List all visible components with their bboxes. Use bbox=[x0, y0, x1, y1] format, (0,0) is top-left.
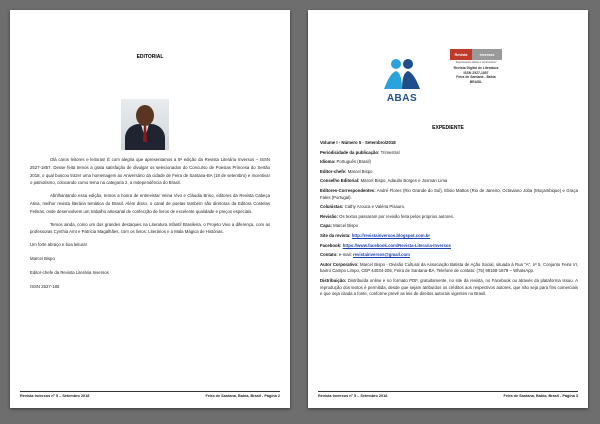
editorial-paragraph: Abrilhantando essa edição, temos a honra de entrevistar Veina Vivo e Cláudia Brino, editores da Revista Cabeça Ativa, melhor revista literária temática do Brasil. Além disso, o canal de poetas também são diretoras da Editora Costelas Felinas, onde desenvolvem um trabalho artesanal de confecção de livros de excelente qualidade e preços especiais. bbox=[30, 193, 270, 214]
facebook-link[interactable]: https://www.facebook.com/Revista-Literaria-Inversos bbox=[342, 242, 451, 248]
email-link[interactable]: revistainversos@gmail.com bbox=[352, 252, 410, 258]
logo-subtitle-line: ISSN 2527-1857 bbox=[463, 70, 489, 75]
site-link[interactable]: http://revistainversos.blogspot.com.br bbox=[351, 232, 431, 238]
logo-word-revista: Revista bbox=[450, 49, 472, 60]
site-line: Site da revista: http://revistainversos.blogspot.com.br bbox=[320, 232, 431, 238]
page-2 bbox=[10, 10, 290, 408]
contact-line: Contato: e-mail: revistainversos@gmail.com bbox=[320, 252, 410, 258]
facebook-line: Facebook: https://www.facebook.com/Revista-Literaria-Inversos bbox=[320, 242, 451, 248]
editorial-body bbox=[30, 156, 270, 296]
periodicity-line: Periodicidade da publicação: Trimestral bbox=[320, 149, 400, 155]
logo-subtitle bbox=[450, 66, 502, 84]
editorial-title: EDITORIAL bbox=[136, 54, 164, 60]
language-line: Idioma: Português (Brasil) bbox=[320, 159, 371, 165]
editor-photo bbox=[121, 99, 169, 150]
abas-label: ABAS bbox=[386, 93, 418, 104]
editor-line: Editor-chefe: Marcel Bispo bbox=[320, 168, 373, 174]
logo-tagline: "Expressando ideias e sentimentos" bbox=[455, 61, 497, 64]
logo-subtitle-line: Feira de Santana - Bahia bbox=[456, 75, 496, 80]
cover-line: Capa: Marcel Bispo bbox=[320, 223, 358, 229]
correspondents-line: Editores-Correspondentes: André Flores (Rio Grande do Sul), Elisio Mattos (Rio de Janeiro, Octaviano Joba (Moçambique) e Graça Fales (Portugal). bbox=[320, 187, 578, 200]
expediente-title: EXPEDIENTE bbox=[432, 125, 464, 131]
revista-inversos-logo bbox=[450, 49, 502, 84]
logo-subtitle-line: Revista Digital de Literatura bbox=[453, 66, 499, 70]
editorial-closing: Um forte abraço e boa leitura! bbox=[30, 242, 87, 248]
page-3 bbox=[308, 10, 588, 408]
page-footer bbox=[20, 391, 280, 398]
footer-right: Feira de Santana, Bahia, Brasil - Página 2 bbox=[205, 394, 280, 398]
editorial-paragraph: Temos ainda, como um dos grandes destaques na Literatura Infantil Brasileira, o Projeto Vivo a diferença, com as professoras Cynthia Amt e Patrícia Magalhães, com os livros: Literários e a Mala Mágica de Histórias. bbox=[30, 221, 270, 235]
issn-text: ISSN 2527-185 bbox=[30, 283, 60, 289]
page-footer bbox=[318, 391, 578, 398]
distribution-line: Distribuição: Distribuída online e no formato PDF, gratuitamente, no site da revista, no Facebook ou através da plataforma Issuu. A reprodução dos textos é permitida, desde que sejam atribuídos os créditos aos respectivos autores, que não seja para fins comerciais e que seja citada a fonte, conforme prevê as leis de direitos autorais vigentes no Brasil. bbox=[320, 277, 578, 297]
council-line: Conselho Editorial: Marcel Bispo, Adaulto Borges e Josman Lima bbox=[320, 178, 448, 184]
signature-role: Editor-chefe da Revista Literária Inversos bbox=[30, 269, 109, 275]
logo-subtitle-line: BRASIL bbox=[469, 79, 483, 84]
columnists-line: Colunistas: Cathy Arouca e Valéria Pisauro. bbox=[320, 204, 406, 210]
revision-line: Revisão: Os textos passaram por revisão feita pelos próprios autores. bbox=[320, 213, 455, 219]
volume-line: Volume I - Número 5 - Setembro/2018 bbox=[320, 140, 396, 145]
editorial-paragraph: Olá caros leitores e leitoras! É com alegria que apresentamos a 5ª edição da Revista Literária Inversos – ISSN 2527-1857. Desse feita temos a grata satisfação de divulgar os selecionados do Concurso de Poesias Princesa do Sertão 2018, o qual buscou trazer uma homenagem ao Aniversário da cidade de Feira de Santana-BA (18 de setembro) e incentivar o patriotismo, colocando como tema na categoria 2, a Independência do Brasil. bbox=[30, 157, 270, 186]
author-line: Autor Corporativo: Marcel Bispo - Divisão Cultural da Associação Batista de Ação Social, situada à Rua "A", nº 5, Conjunto Feira VI, bairro Campo Limpo, CEP 44034-205, Feira de Santana-BA, Telefone de contato: (75) 99168-1879 – WhatsApp. bbox=[320, 261, 578, 274]
signature-name: Marcel Bispo bbox=[30, 255, 55, 261]
expediente-info bbox=[320, 140, 578, 301]
logo-word-inversos: Inversos bbox=[472, 49, 502, 60]
footer-right: Feira de Santana, Bahia, Brasil - Página 3 bbox=[503, 394, 578, 398]
footer-left: Revista Inversos nº 5 – Setembro 2018 bbox=[20, 394, 90, 398]
footer-left: Revista Inversos nº 5 – Setembro 2018 bbox=[318, 394, 388, 398]
